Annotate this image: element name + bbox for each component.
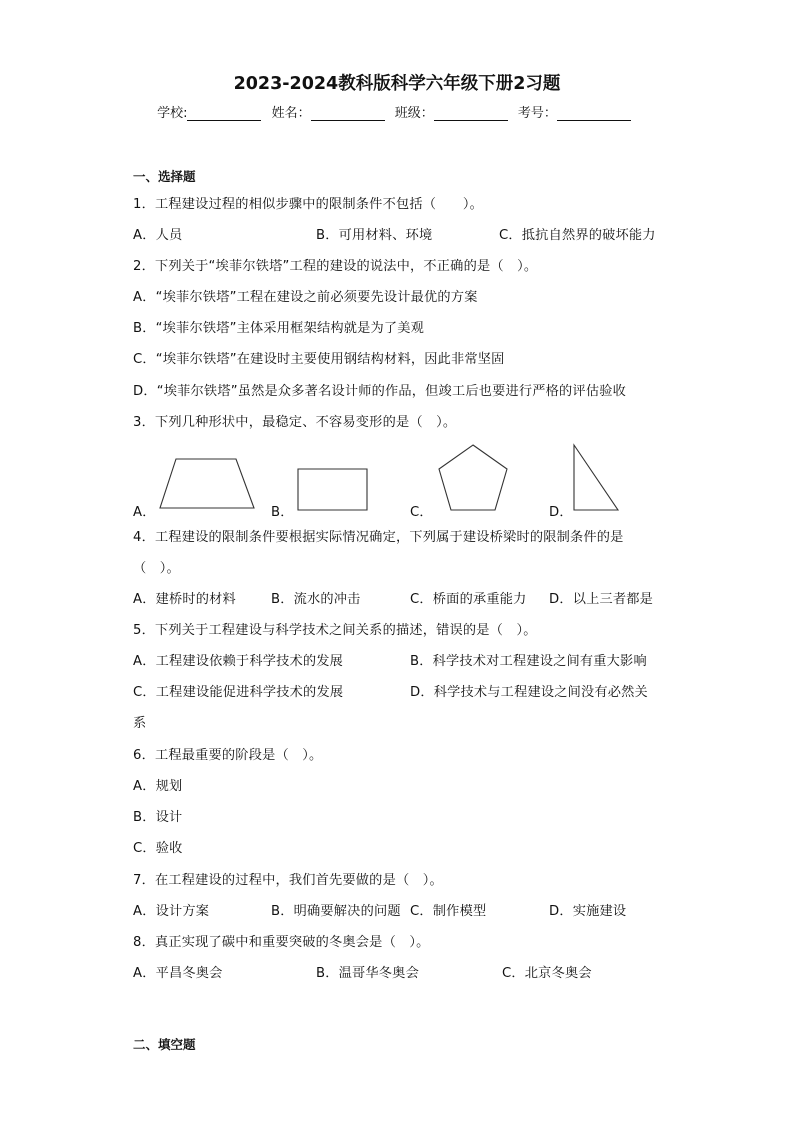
- question-4-option-c[interactable]: C．桥面的承重能力: [410, 592, 527, 607]
- school-label: 学校:: [157, 106, 188, 121]
- question-5-stem: 5．下列关于工程建设与科学技术之间关系的描述，错误的是（ ）。: [133, 623, 537, 638]
- question-6-option-a[interactable]: A．规划: [133, 779, 183, 794]
- trapezoid-icon: [158, 458, 258, 512]
- question-6-option-c[interactable]: C．验收: [133, 841, 183, 856]
- question-4-option-d[interactable]: D．以上三者都是: [549, 592, 654, 607]
- question-5-option-c[interactable]: C．工程建设能促进科学技术的发展: [133, 685, 344, 700]
- question-3-stem: 3．下列几种形状中，最稳定、不容易变形的是（ ）。: [133, 415, 457, 430]
- question-6-stem: 6．工程最重要的阶段是（ ）。: [133, 748, 323, 763]
- question-5-option-b[interactable]: B．科学技术对工程建设之间有重大影响: [410, 654, 647, 669]
- exam-number-label: 考号：: [517, 106, 557, 121]
- question-3-option-d[interactable]: D．: [549, 505, 573, 520]
- page-title: 2023-2024教科版科学六年级下册2习题: [233, 74, 561, 94]
- question-5-option-a[interactable]: A．工程建设依赖于科学技术的发展: [133, 654, 344, 669]
- class-blank[interactable]: [434, 106, 508, 121]
- question-7-option-a[interactable]: A．设计方案: [133, 904, 210, 919]
- question-2-option-b[interactable]: B．“埃菲尔铁塔”主体采用框架结构就是为了美观: [133, 321, 425, 336]
- question-7-stem: 7．在工程建设的过程中，我们首先要做的是（ ）。: [133, 873, 443, 888]
- question-8-option-b[interactable]: B．温哥华冬奥会: [316, 966, 419, 981]
- class-label: 班级：: [394, 106, 434, 121]
- question-7-option-b[interactable]: B．明确要解决的问题: [271, 904, 401, 919]
- question-2-option-c[interactable]: C．“埃菲尔铁塔”在建设时主要使用钢结构材料，因此非常坚固: [133, 352, 505, 367]
- question-4-option-a[interactable]: A．建桥时的材料: [133, 592, 236, 607]
- question-4-option-b[interactable]: B．流水的冲击: [271, 592, 361, 607]
- question-1-option-a[interactable]: A．人员: [133, 228, 183, 243]
- question-1-option-b[interactable]: B．可用材料、环境: [316, 228, 433, 243]
- question-2-option-d[interactable]: D．“埃菲尔铁塔”虽然是众多著名设计师的作品，但竣工后也要进行严格的评估验收: [133, 384, 626, 399]
- question-8-option-a[interactable]: A．平昌冬奥会: [133, 966, 223, 981]
- question-8-stem: 8．真正实现了碳中和重要突破的冬奥会是（ ）。: [133, 935, 430, 950]
- student-info-bar: [0, 102, 794, 121]
- question-1-stem: 1．工程建设过程的相似步骤中的限制条件不包括（ ）。: [133, 197, 484, 212]
- question-5-option-d-continued: 系: [133, 716, 147, 731]
- right-triangle-icon: [572, 444, 622, 512]
- pentagon-icon: [438, 444, 510, 512]
- question-5-option-d[interactable]: D．科学技术与工程建设之间没有必然关: [410, 685, 648, 700]
- section-heading-fill-blank: 二、填空题: [133, 1037, 196, 1052]
- question-3-option-a[interactable]: A．: [133, 505, 156, 520]
- rectangle-icon: [297, 468, 369, 512]
- name-blank[interactable]: [311, 106, 385, 121]
- question-3-option-c[interactable]: C．: [410, 505, 433, 520]
- question-2-stem: 2．下列关于“埃菲尔铁塔”工程的建设的说法中，不正确的是（ ）。: [133, 259, 538, 274]
- name-label: 姓名：: [271, 106, 311, 121]
- exam-number-blank[interactable]: [557, 106, 631, 121]
- question-3-option-b[interactable]: B．: [271, 505, 294, 520]
- question-8-option-c[interactable]: C．北京冬奥会: [502, 966, 592, 981]
- section-heading-choice: 一、选择题: [133, 169, 196, 184]
- question-7-option-d[interactable]: D．实施建设: [549, 904, 627, 919]
- question-2-option-a[interactable]: A．“埃菲尔铁塔”工程在建设之前必须要先设计最优的方案: [133, 290, 478, 305]
- question-4-stem: 4．工程建设的限制条件要根据实际情况确定，下列属于建设桥梁时的限制条件的是: [133, 530, 624, 545]
- question-6-option-b[interactable]: B．设计: [133, 810, 183, 825]
- question-4-stem-continued: （ ）。: [133, 561, 180, 576]
- school-blank[interactable]: [187, 106, 261, 121]
- question-1-option-c[interactable]: C．抵抗自然界的破坏能力: [499, 228, 656, 243]
- question-7-option-c[interactable]: C．制作模型: [410, 904, 487, 919]
